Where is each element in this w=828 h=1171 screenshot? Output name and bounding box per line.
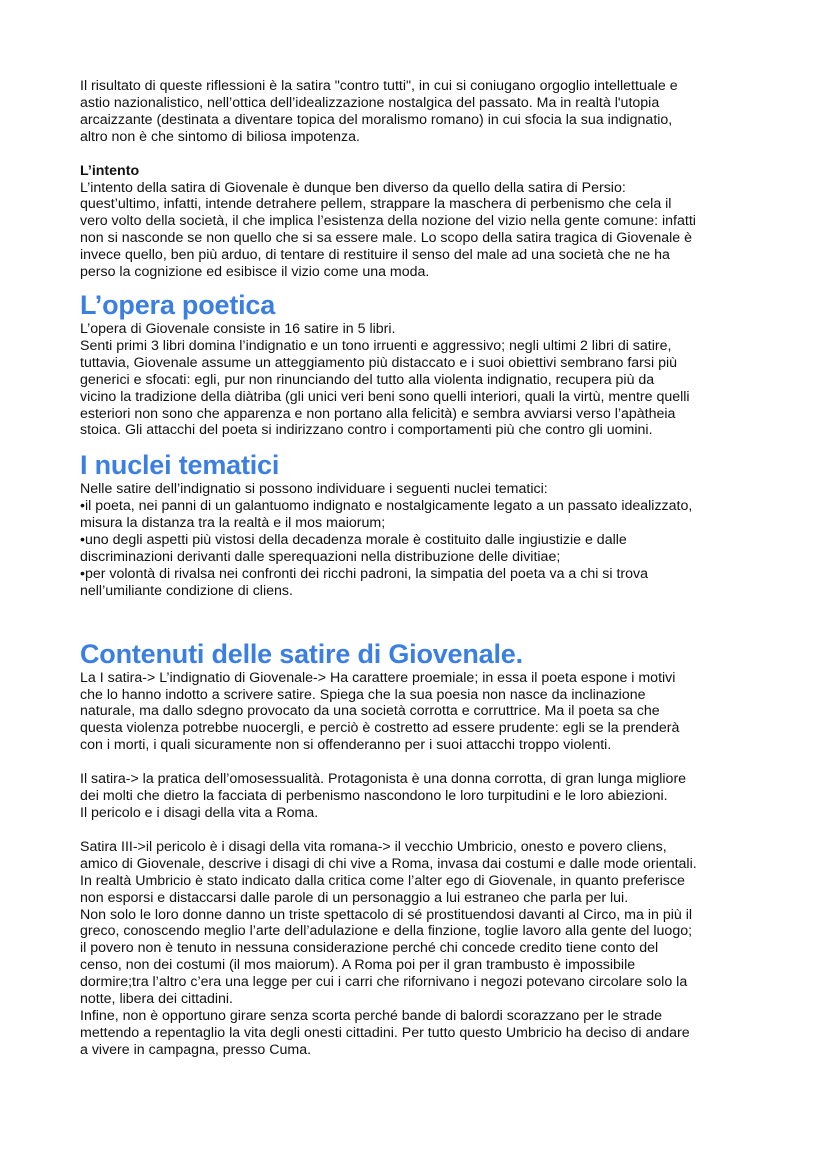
text-line: che lo hanno indotto a scrivere satire. Spiega che la sua poesia non nasce da inclinazione bbox=[80, 686, 646, 703]
text-line: nell’umiliante condizione di cliens. bbox=[80, 582, 293, 599]
satira-1-paragraph bbox=[80, 670, 760, 755]
text-line: Il pericolo e i disagi della vita a Roma. bbox=[80, 805, 319, 821]
text-line: a vivere in campagna, presso Cuma. bbox=[80, 1041, 312, 1058]
text-line: L’intento della satira di Giovenale è dunque ben diverso da quello della satira di Persio: bbox=[80, 179, 626, 196]
satira-2-paragraph bbox=[80, 771, 760, 822]
text-line: questa violenza potrebbe nuocergli, e perciò è costretto ad essere prudente: egli se la prenderà bbox=[80, 720, 680, 737]
list-item: •uno degli aspetti più vistosi della decadenza morale è costituito dalle ingiustizie e dalle bbox=[80, 532, 627, 549]
opera-heading: L’opera poetica bbox=[80, 289, 276, 320]
text-line: non si nasconde se non quello che si sa essere male. Lo scopo della satira tragica di Giovenale è bbox=[80, 230, 693, 247]
text-line: mettendo a repentaglio la vita degli onesti cittadini. Per tutto questo Umbricio ha deciso di andare bbox=[80, 1024, 690, 1041]
text-line: invece quello, ben più arduo, di tentare di restituire il senso del male ad una società che ne ha bbox=[80, 247, 670, 264]
text-line: non esporsi e distaccarsi dalle parole di un personaggio a lui estraneo che parla per lui. bbox=[80, 889, 629, 906]
intro-paragraph bbox=[80, 78, 760, 146]
text-line: generici e sfocati: egli, pur non rinunciando del tutto alla violenta indignatio, recupera più da bbox=[80, 371, 655, 388]
list-item: •per volontà di rivalsa nei confronti dei ricchi padroni, la simpatia del poeta va a chi si trova bbox=[80, 565, 649, 582]
text-line: vero volto della società, il che implica l’esistenza della nozione del vizio nella gente comune: infatti bbox=[80, 213, 696, 230]
list-item: •il poeta, nei panni di un galantuomo indignato e nostalgicamente legato a un passato idealizzato, bbox=[80, 498, 693, 515]
text-line: dei molti che dietro la facciata di perbenismo nascondono le loro turpitudini e le loro abiezioni. bbox=[80, 788, 668, 805]
text-line: Il satira-> la pratica dell’omosessualità. Protagonista è una donna corrotta, di gran lunga migliore bbox=[80, 771, 687, 788]
text-line: censo, non dei costumi (il mos maiorum). A Roma poi per il gran trambusto è impossibile bbox=[80, 957, 636, 974]
contenuti-heading: Contenuti delle satire di Giovenale. bbox=[80, 638, 523, 669]
text-line: discriminazioni derivanti dalle sperequazioni nella distribuzione delle divitiae; bbox=[80, 548, 561, 565]
text-line: Non solo le loro donne danno un triste spettacolo di sé prostituendosi davanti al Circo, ma in più il bbox=[80, 906, 692, 923]
text-line: In realtà Umbricio è stato indicato dalla critica come l’alter ego di Giovenale, in quanto preferisce bbox=[80, 872, 685, 889]
text-line: notte, libera dei cittadini. bbox=[80, 991, 234, 1008]
text-line: Senti primi 3 libri domina l’indignatio e un tono irruenti e aggressivo; negli ultimi 2 libri di satire, bbox=[80, 337, 672, 354]
text-line: perso la cognizione ed esibisce il vizio come una moda. bbox=[80, 264, 430, 281]
intento-section bbox=[80, 163, 760, 281]
text-line: Nelle satire dell’indignatio si possono individuare i seguenti nuclei tematici: bbox=[80, 481, 548, 498]
text-line: stoica. Gli attacchi del poeta si indirizzano contro i comportamenti più che contro gli uomini. bbox=[80, 422, 653, 439]
text-line: amico di Giovenale, descrive i disagi di chi vive a Roma, invasa dai costumi e dalle mode orientali. bbox=[80, 855, 697, 872]
intento-subheading: L’intento bbox=[80, 162, 140, 179]
text-line: greco, conoscendo meglio l’arte dell’adulazione e della finzione, toglie lavoro alla gente del luogo; bbox=[80, 923, 693, 940]
satira-3-paragraph bbox=[80, 839, 760, 1059]
text-line: quest’ultimo, infatti, intende detrahere pellem, strappare la maschera di perbenismo che cela il bbox=[80, 196, 672, 213]
text-line: dormire;tra l’altro c’era una legge per cui i carri che rifornivano i negozi potevano circolare solo la bbox=[80, 974, 688, 991]
text-line: altro non è che sintomo di biliosa impotenza. bbox=[80, 128, 360, 145]
text-line: vicino la tradizione della diàtriba (gli unici veri beni sono quelli interiori, quali la virtù, mentre quelli bbox=[80, 388, 690, 405]
text-line: il povero non è tenuto in nessuna considerazione perché chi concede credito tiene conto del bbox=[80, 940, 659, 957]
text-line: arcaizzante (destinata a diventare topica del moralismo romano) in cui sfocia la sua indignatio, bbox=[80, 111, 673, 128]
text-line: misura la distanza tra la realtà e il mos maiorum; bbox=[80, 515, 386, 532]
nuclei-heading: I nuclei tematici bbox=[80, 450, 280, 481]
text-line: Satira III->il pericolo è i disagi della vita romana-> il vecchio Umbricio, onesto e povero cliens, bbox=[80, 838, 667, 855]
text-line: astio nazionalistico, nell’ottica dell’idealizzazione nostalgica del passato. Ma in realtà l'utopia bbox=[80, 94, 660, 111]
opera-paragraph bbox=[80, 321, 760, 439]
text-line: Il risultato di queste riflessioni è la satira "contro tutti", in cui si coniugano orgoglio intellettuale e bbox=[80, 78, 678, 94]
document-page bbox=[80, 78, 760, 1059]
text-line: con i morti, i quali sicuramente non si offenderanno per i suoi attacchi troppo violenti. bbox=[80, 737, 612, 754]
text-line: esteriori non sono che apparenza e non portano alla felicità) e sembra avviarsi verso l’apàtheia bbox=[80, 405, 676, 422]
text-line: naturale, ma dallo sdegno provocato da una società corrotta e corruttrice. Ma il poeta sa che bbox=[80, 703, 660, 720]
text-line: L’opera di Giovenale consiste in 16 satire in 5 libri. bbox=[80, 320, 396, 337]
nuclei-list bbox=[80, 481, 760, 599]
text-line: La I satira-> L’indignatio di Giovenale-> Ha carattere proemiale; in essa il poeta espone i motivi bbox=[80, 669, 676, 686]
text-line: Infine, non è opportuno girare senza scorta perché bande di balordi scorazzano per le strade bbox=[80, 1007, 663, 1024]
text-line: tuttavia, Giovenale assume un atteggiamento più distaccato e i suoi obiettivi sembrano farsi più bbox=[80, 354, 677, 371]
